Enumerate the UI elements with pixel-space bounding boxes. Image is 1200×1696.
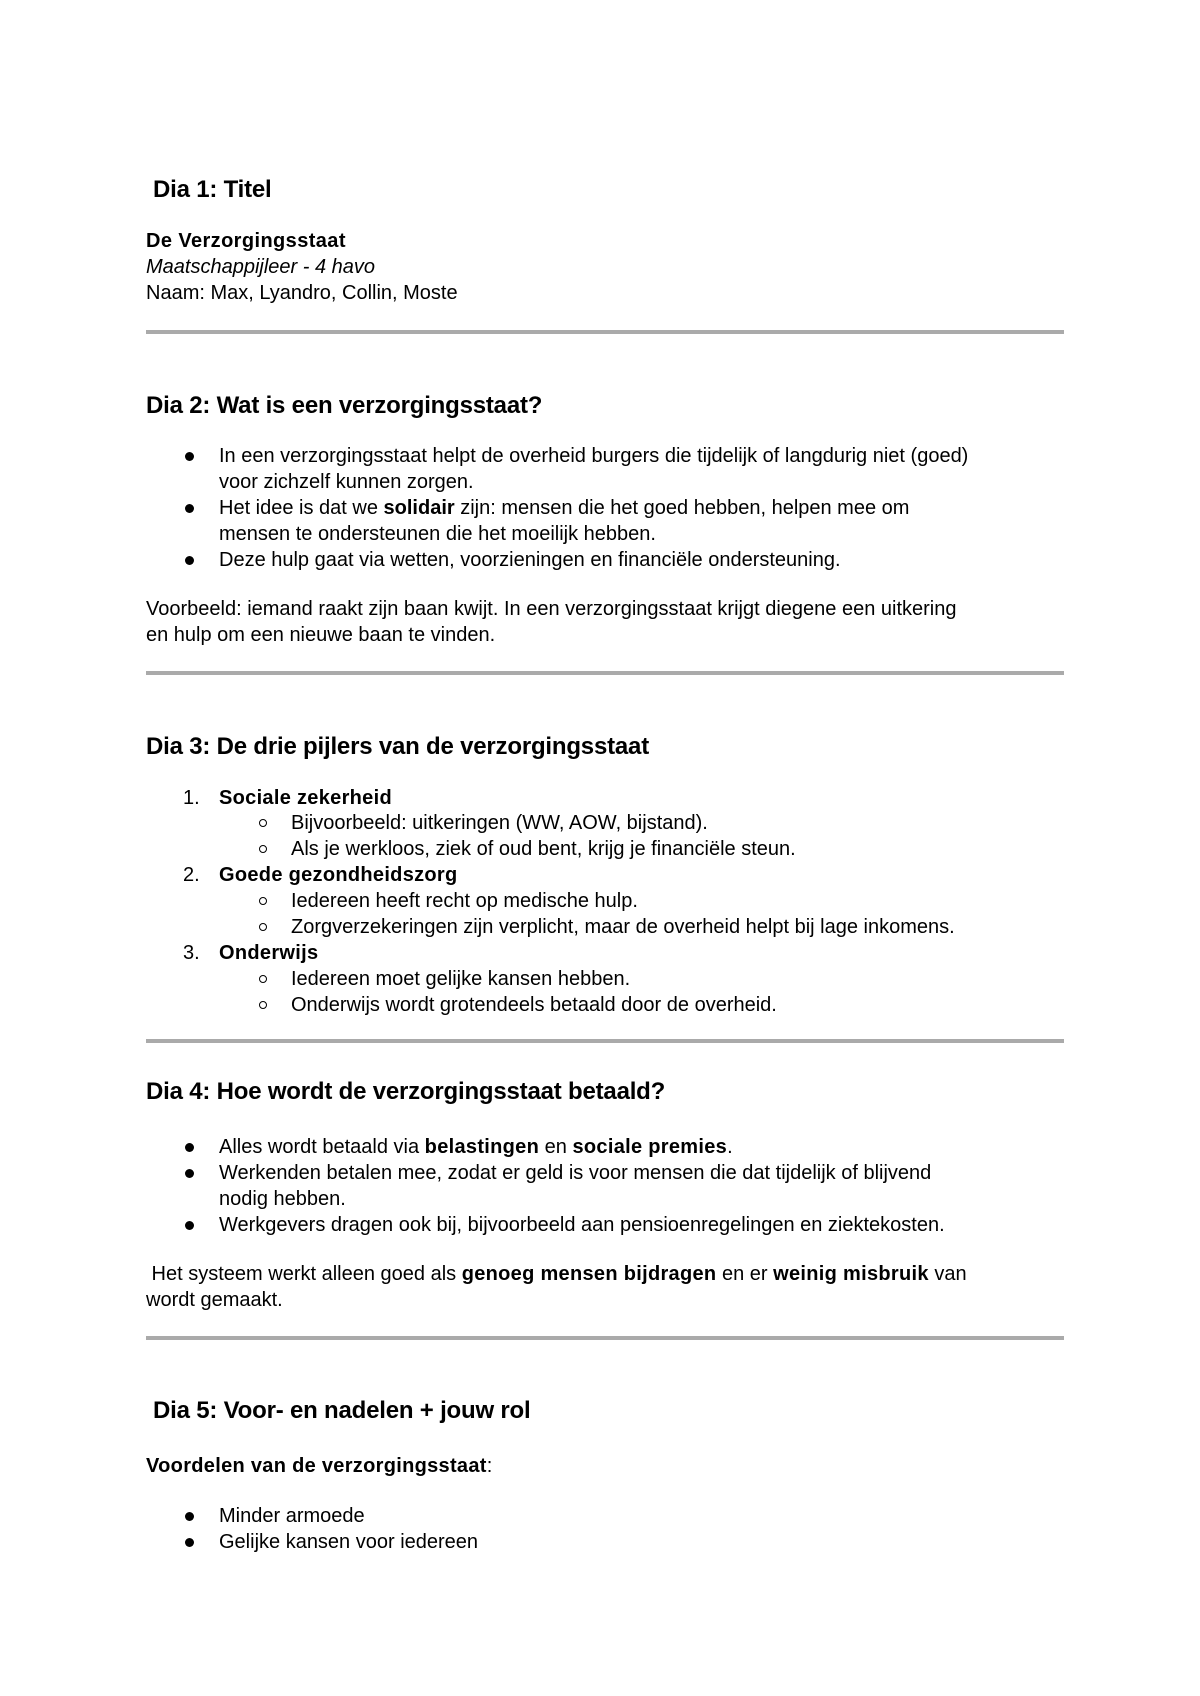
circle-bullet-icon	[259, 897, 267, 905]
pillar-detail: Bijvoorbeeld: uitkeringen (WW, AOW, bijstand).	[291, 812, 708, 834]
list-number: 3.	[183, 942, 200, 964]
pillar-title: Goede gezondheidszorg	[219, 864, 458, 886]
circle-bullet-icon	[259, 1001, 267, 1009]
slide2-bullet2-line1: Het idee is dat we solidair zijn: mensen die het goed hebben, helpen mee om	[219, 497, 910, 519]
slide4-bullet2-line2: nodig hebben.	[219, 1188, 346, 1210]
slide2-example-line2: en hulp om een nieuwe baan te vinden.	[146, 624, 496, 646]
bullet-icon	[185, 452, 194, 461]
document-title: De Verzorgingsstaat	[146, 230, 346, 252]
slide4-paragraph-line1: Het systeem werkt alleen goed als genoeg mensen bijdragen en er weinig misbruik van	[146, 1263, 967, 1285]
advantages-label: Voordelen van de verzorgingsstaat:	[146, 1455, 493, 1477]
divider	[146, 1336, 1064, 1340]
author-names: Naam: Max, Lyandro, Collin, Moste	[146, 282, 458, 304]
slide2-bullet1-line2: voor zichzelf kunnen zorgen.	[219, 471, 474, 493]
list-number: 1.	[183, 787, 200, 809]
slide4-bullet2-line1: Werkenden betalen mee, zodat er geld is voor mensen die dat tijdelijk of blijvend	[219, 1162, 932, 1184]
pillar-detail: Iedereen moet gelijke kansen hebben.	[291, 968, 631, 990]
slide4-heading: Dia 4: Hoe wordt de verzorgingsstaat betaald?	[146, 1078, 666, 1105]
pillar-title: Sociale zekerheid	[219, 787, 392, 809]
slide2-example-line1: Voorbeeld: iemand raakt zijn baan kwijt. In een verzorgingsstaat krijgt diegene een uitkering	[146, 598, 957, 620]
bullet-icon	[185, 1538, 194, 1547]
slide2-bullet1-line1: In een verzorgingsstaat helpt de overheid burgers die tijdelijk of langdurig niet (goed)	[219, 445, 969, 467]
bullet-icon	[185, 1169, 194, 1178]
divider	[146, 671, 1064, 675]
bullet-icon	[185, 504, 194, 513]
circle-bullet-icon	[259, 975, 267, 983]
bullet-icon	[185, 1221, 194, 1230]
circle-bullet-icon	[259, 845, 267, 853]
slide2-bullet2-line2: mensen te ondersteunen die het moeilijk hebben.	[219, 523, 656, 545]
slide5-heading: Dia 5: Voor- en nadelen + jouw rol	[153, 1397, 531, 1424]
slide4-paragraph-line2: wordt gemaakt.	[146, 1289, 283, 1311]
slide2-bullet3: Deze hulp gaat via wetten, voorzieningen en financiële ondersteuning.	[219, 549, 841, 571]
advantage-item: Gelijke kansen voor iedereen	[219, 1531, 479, 1553]
pillar-detail: Als je werkloos, ziek of oud bent, krijg je financiële steun.	[291, 838, 796, 860]
slide2-heading: Dia 2: Wat is een verzorgingsstaat?	[146, 392, 543, 419]
pillar-detail: Onderwijs wordt grotendeels betaald door de overheid.	[291, 994, 777, 1016]
pillar-detail: Zorgverzekeringen zijn verplicht, maar de overheid helpt bij lage inkomens.	[291, 916, 955, 938]
pillar-detail: Iedereen heeft recht op medische hulp.	[291, 890, 638, 912]
bullet-icon	[185, 1143, 194, 1152]
document-subtitle: Maatschappijleer - 4 havo	[146, 256, 376, 278]
divider	[146, 1039, 1064, 1043]
bullet-icon	[185, 1512, 194, 1521]
circle-bullet-icon	[259, 819, 267, 827]
divider	[146, 330, 1064, 334]
slide4-bullet1: Alles wordt betaald via belastingen en sociale premies.	[219, 1136, 733, 1158]
list-number: 2.	[183, 864, 200, 886]
advantage-item: Minder armoede	[219, 1505, 365, 1527]
pillar-title: Onderwijs	[219, 942, 319, 964]
slide4-bullet3: Werkgevers dragen ook bij, bijvoorbeeld aan pensioenregelingen en ziektekosten.	[219, 1214, 945, 1236]
circle-bullet-icon	[259, 923, 267, 931]
slide3-heading: Dia 3: De drie pijlers van de verzorgingsstaat	[146, 733, 649, 760]
slide1-heading: Dia 1: Titel	[153, 176, 272, 203]
bullet-icon	[185, 556, 194, 565]
